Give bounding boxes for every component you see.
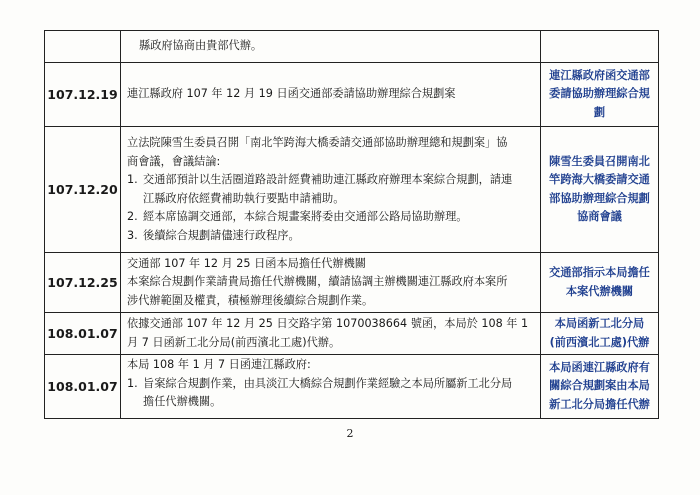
note-line: 竿跨海大橋委請交通: [549, 173, 650, 186]
description-line: 交通部 107 年 12 月 25 日函本局擔任代辦機關: [127, 256, 366, 270]
table-row: [45, 355, 659, 419]
list-item: [127, 227, 534, 246]
item-line: 經本席協調交通部，本綜合規畫案將委由交通部公路局協助辦理。: [143, 210, 468, 223]
note-cell: [541, 355, 659, 419]
date-cell: [45, 31, 121, 63]
description-line: 立法院陳雪生委員召開「南北竿跨海大橋委請交通部協助辦理總和規劃案」協: [127, 136, 508, 149]
note-line: 連江縣政府函交通部: [549, 68, 650, 82]
table-row: [45, 31, 659, 63]
item-number: 1.: [127, 173, 138, 186]
note-line: 關綜合規劃案由本局: [549, 379, 650, 393]
note-line: 新工北分局擔任代辦: [549, 397, 650, 411]
event-log-table: [44, 30, 659, 419]
date-cell: 108.01.07: [45, 313, 121, 355]
date-cell: 107.12.25: [45, 253, 121, 313]
note-line: 交通部指示本局擔任: [549, 266, 650, 279]
note-line: 本案代辦機關: [565, 284, 634, 298]
description-cell: [121, 355, 541, 419]
note-line: 本局函連江縣政府有: [549, 360, 650, 374]
page-number: 2: [346, 427, 354, 440]
item-number: 3.: [127, 228, 138, 242]
note-line: 委請協助辦理綜合規: [549, 87, 650, 101]
description-cell: [121, 31, 541, 63]
description-line: 月 7 日函新工北分局(前西濱北工處)代辦。: [127, 335, 341, 349]
note-cell: [541, 127, 659, 253]
note-line: 陳雪生委員召開南北: [549, 154, 650, 168]
description-line: 本案綜合規劃作業請貴局擔任代辦機關，續請協調主辦機關連江縣政府本案所: [127, 275, 508, 289]
note-line: 協商會議: [577, 210, 622, 223]
date-cell: 107.12.19: [45, 63, 121, 127]
description-cell: [121, 253, 541, 313]
description-line: 商會議，會議結論:: [127, 154, 221, 168]
description-line: 涉代辦範圍及權責，積極辦理後續綜合規劃作業。: [127, 293, 374, 307]
note-line: 本局函新工北分局: [554, 317, 645, 330]
item-line: 擔任代辦機關。: [143, 395, 222, 408]
note-line: (前西濱北工處)代辦: [549, 335, 650, 349]
description-cell: [121, 313, 541, 355]
note-line: 部協助辦理綜合規劃: [549, 191, 650, 205]
description-cell: [121, 127, 541, 253]
item-line: 後續綜合規劃請儘速行政程序。: [143, 228, 300, 242]
note-line: 劃: [593, 105, 606, 119]
description-line: 依據交通部 107 年 12 月 25 日交路字第 1070038664 號函，本局於 108 年 1: [127, 317, 529, 330]
list-item: [127, 208, 534, 227]
item-line: 交通部預計以生活圈道路設計經費補助連江縣政府辦理本案綜合規劃，請連: [143, 173, 513, 186]
note-cell: [541, 63, 659, 127]
table-row: [45, 127, 659, 253]
date-cell: 107.12.20: [45, 127, 121, 253]
note-cell: [541, 313, 659, 355]
table-row: [45, 313, 659, 355]
date-cell: 108.01.07: [45, 355, 121, 419]
description-cell: [121, 63, 541, 127]
description-line: 本局 108 年 1 月 7 日函連江縣政府:: [127, 358, 311, 371]
list-item: [127, 375, 534, 412]
note-cell: [541, 31, 659, 63]
table-row: [45, 63, 659, 127]
table-row: [45, 253, 659, 313]
item-line: 江縣政府依經費補助執行要點申請補助。: [143, 191, 345, 205]
item-line: 旨案綜合規劃作業，由具淡江大橋綜合規劃作業經驗之本局所屬新工北分局: [143, 376, 513, 390]
note-cell: [541, 253, 659, 313]
list-item: [127, 171, 534, 208]
item-number: 1.: [127, 376, 138, 390]
description-line: 連江縣政府 107 年 12 月 19 日函交通部委請協助辦理綜合規劃案: [127, 87, 456, 101]
item-number: 2.: [127, 210, 138, 223]
description-line: 縣政府協商由貴部代辦。: [139, 39, 263, 53]
